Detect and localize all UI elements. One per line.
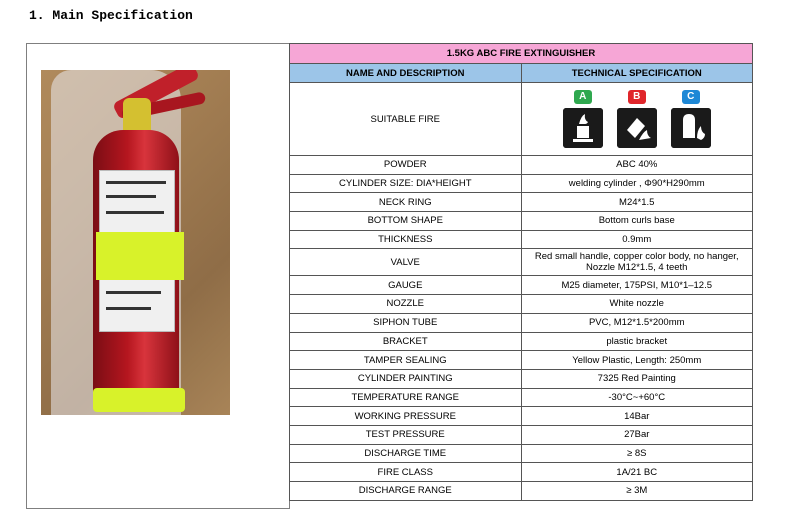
spec-name: TEMPERATURE RANGE bbox=[290, 388, 522, 407]
spec-value: 0.9mm bbox=[521, 230, 753, 249]
table-row bbox=[290, 230, 753, 249]
spec-value: ≥ 3M bbox=[521, 482, 753, 501]
spec-name: CYLINDER PAINTING bbox=[290, 369, 522, 388]
table-row bbox=[290, 295, 753, 314]
table-row bbox=[290, 174, 753, 193]
extinguisher-base bbox=[93, 388, 185, 412]
spec-name: FIRE CLASS bbox=[290, 463, 522, 482]
spec-name: BRACKET bbox=[290, 332, 522, 351]
spec-value: ABC 40% bbox=[521, 156, 753, 175]
spec-name: TAMPER SEALING bbox=[290, 351, 522, 370]
fire-extinguisher-photo bbox=[41, 70, 230, 415]
spec-value: ≥ 8S bbox=[521, 444, 753, 463]
spec-name: DISCHARGE TIME bbox=[290, 444, 522, 463]
table-row bbox=[290, 249, 753, 276]
spec-value: 14Bar bbox=[521, 407, 753, 426]
spec-name: BOTTOM SHAPE bbox=[290, 212, 522, 231]
col-header-name: NAME AND DESCRIPTION bbox=[290, 64, 522, 83]
spec-value: M24*1.5 bbox=[521, 193, 753, 212]
table-row bbox=[290, 332, 753, 351]
fire-class-a-badge: A bbox=[574, 90, 592, 104]
spec-name: THICKNESS bbox=[290, 230, 522, 249]
spec-value: 27Bar bbox=[521, 425, 753, 444]
spec-value-line-1: Red small handle, copper color body, no hanger, bbox=[534, 251, 739, 263]
table-row bbox=[290, 276, 753, 295]
extinguisher-bracket bbox=[96, 232, 184, 280]
table-title: 1.5KG ABC FIRE EXTINGUISHER bbox=[290, 44, 753, 64]
spec-value: White nozzle bbox=[521, 295, 753, 314]
table-row bbox=[290, 388, 753, 407]
spec-name: SIPHON TUBE bbox=[290, 313, 522, 332]
suitable-fire-icons bbox=[521, 83, 753, 156]
spec-name: POWDER bbox=[290, 156, 522, 175]
table-row bbox=[290, 425, 753, 444]
fire-class-a-icon bbox=[561, 90, 605, 148]
burning-wood-icon bbox=[563, 108, 603, 148]
table-row bbox=[290, 407, 753, 426]
spec-value: welding cylinder , Φ90*H290mm bbox=[521, 174, 753, 193]
spec-value bbox=[521, 249, 753, 276]
spec-value: PVC, M12*1.5*200mm bbox=[521, 313, 753, 332]
table-row bbox=[290, 444, 753, 463]
spec-name: GAUGE bbox=[290, 276, 522, 295]
table-row bbox=[290, 313, 753, 332]
spec-name: TEST PRESSURE bbox=[290, 425, 522, 444]
suitable-fire-label: SUITABLE FIRE bbox=[290, 83, 522, 156]
table-row bbox=[290, 463, 753, 482]
burning-liquid-icon bbox=[617, 108, 657, 148]
spec-value: M25 diameter, 175PSI, M10*1–12.5 bbox=[521, 276, 753, 295]
spec-name: DISCHARGE RANGE bbox=[290, 482, 522, 501]
section-heading: 1. Main Specification bbox=[29, 8, 193, 23]
spec-value: 1A/21 BC bbox=[521, 463, 753, 482]
spec-table bbox=[289, 43, 753, 501]
table-row bbox=[290, 351, 753, 370]
spec-name: NECK RING bbox=[290, 193, 522, 212]
spec-value: -30°C~+60°C bbox=[521, 388, 753, 407]
fire-class-b-badge: B bbox=[628, 90, 646, 104]
table-row bbox=[290, 156, 753, 175]
spec-name: VALVE bbox=[290, 249, 522, 276]
fire-class-c-icon bbox=[669, 90, 713, 148]
fire-class-c-badge: C bbox=[682, 90, 700, 104]
col-header-spec: TECHNICAL SPECIFICATION bbox=[521, 64, 753, 83]
spec-name: WORKING PRESSURE bbox=[290, 407, 522, 426]
table-row bbox=[290, 482, 753, 501]
fire-class-b-icon bbox=[615, 90, 659, 148]
burning-gas-icon bbox=[671, 108, 711, 148]
table-row bbox=[290, 193, 753, 212]
spec-value: Bottom curls base bbox=[521, 212, 753, 231]
spec-name: NOZZLE bbox=[290, 295, 522, 314]
spec-value-line-2: Nozzle M12*1.5, 4 teeth bbox=[586, 262, 688, 274]
table-row bbox=[290, 212, 753, 231]
spec-value: Yellow Plastic, Length: 250mm bbox=[521, 351, 753, 370]
spec-value: plastic bracket bbox=[521, 332, 753, 351]
spec-value: 7325 Red Painting bbox=[521, 369, 753, 388]
table-row bbox=[290, 369, 753, 388]
spec-name: CYLINDER SIZE: DIA*HEIGHT bbox=[290, 174, 522, 193]
